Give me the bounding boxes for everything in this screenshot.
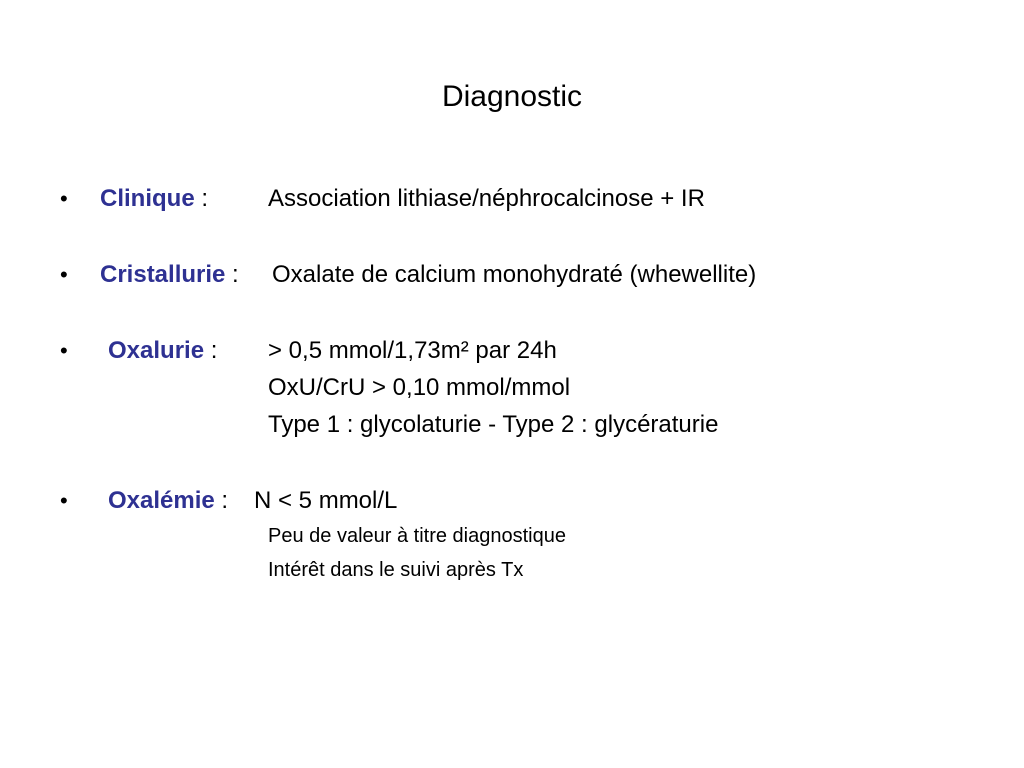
term-colon: : [204,337,218,364]
slide-title: Diagnostic [441,80,583,113]
bullet-icon: • [60,488,68,513]
value-line: Intérêt dans le suivi après Tx [268,559,524,581]
term-colon: : [214,487,229,514]
term-label: Oxalémie [108,487,215,514]
term-colon: : [225,261,239,288]
value-line: N < 5 mmol/L [254,487,398,514]
term-clinique [100,184,208,214]
term-label: Cristallurie [100,261,226,288]
value-line: Association lithiase/néphrocalcinose + IR [268,185,705,212]
bullet-icon: • [60,186,68,211]
term-oxalemie [108,486,228,516]
term-cristallurie [100,260,239,290]
value-line: Type 1 : glycolaturie - Type 2 : glycératurie [268,411,719,438]
value-line: > 0,5 mmol/1,73m² par 24h [268,337,557,364]
value-line: Peu de valeur à titre diagnostique [268,525,566,547]
term-oxalurie [108,336,217,366]
bullet-icon: • [60,338,68,363]
term-label: Clinique [100,185,195,212]
bullet-icon: • [60,262,68,287]
value-line: OxU/CrU > 0,10 mmol/mmol [268,374,571,401]
value-line: Oxalate de calcium monohydraté (whewellite) [272,261,757,288]
term-colon: : [194,185,209,212]
term-label: Oxalurie [108,337,205,364]
